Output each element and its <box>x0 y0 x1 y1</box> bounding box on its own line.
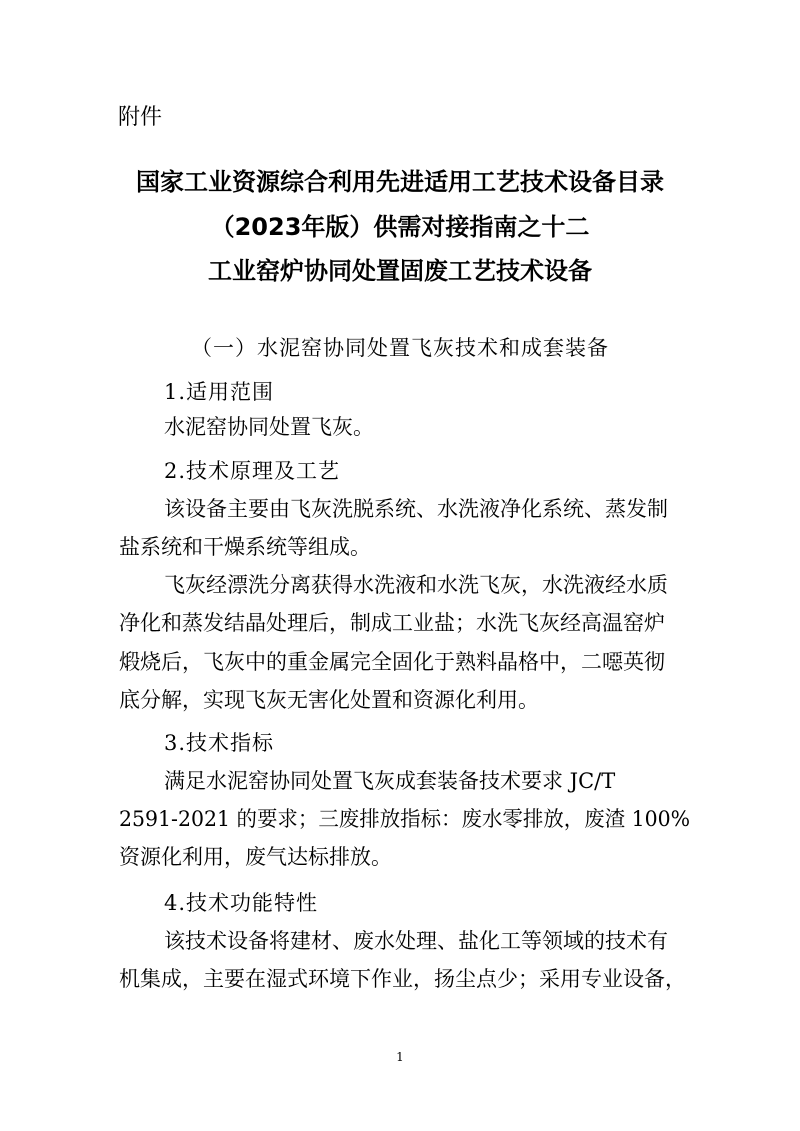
title-line-2: （2023年版）供需对接指南之十二 <box>210 213 590 241</box>
title-line-3: 工业窑炉协同处置固废工艺技术设备 <box>208 257 592 285</box>
section-heading: （一）水泥窑协同处置飞灰技术和成套装备 <box>191 336 609 360</box>
principle-para2-line4: 底分解，实现飞灰无害化处置和资源化利用。 <box>119 688 539 712</box>
page-number: 1 <box>396 1050 404 1064</box>
features-line2: 机集成，主要在湿式环境下作业，扬尘点少；采用专业设备， <box>119 967 686 991</box>
indicators-heading: 3.技术指标 <box>164 731 275 755</box>
features-line1: 该技术设备将建材、废水处理、盐化工等领域的技术有 <box>164 929 668 953</box>
indicators-line2: 2591-2021 的要求；三废排放指标：废水零排放，废渣 100% <box>119 807 691 831</box>
attachment-label: 附件 <box>118 105 163 130</box>
principle-para2-line1: 飞灰经漂洗分离获得水洗液和水洗飞灰，水洗液经水质 <box>164 573 668 597</box>
principle-para2-line3: 煅烧后，飞灰中的重金属完全固化于熟料晶格中，二噁英彻 <box>119 650 665 674</box>
title-line-1: 国家工业资源综合利用先进适用工艺技术设备目录 <box>136 168 664 196</box>
principle-para1-line1: 该设备主要由飞灰洗脱系统、水洗液净化系统、蒸发制 <box>164 497 668 521</box>
principle-para2-line2: 净化和蒸发结晶处理后，制成工业盐；水洗飞灰经高温窑炉 <box>119 611 665 635</box>
indicators-line3: 资源化利用，废气达标排放。 <box>119 845 392 869</box>
features-heading: 4.技术功能特性 <box>164 891 319 915</box>
scope-body: 水泥窑协同处置飞灰。 <box>164 415 374 439</box>
principle-heading: 2.技术原理及工艺 <box>164 459 341 483</box>
principle-para1-line2: 盐系统和干燥系统等组成。 <box>119 535 371 559</box>
scope-heading: 1.适用范围 <box>164 380 275 404</box>
indicators-line1: 满足水泥窑协同处置飞灰成套装备技术要求 JC/T <box>164 769 616 793</box>
